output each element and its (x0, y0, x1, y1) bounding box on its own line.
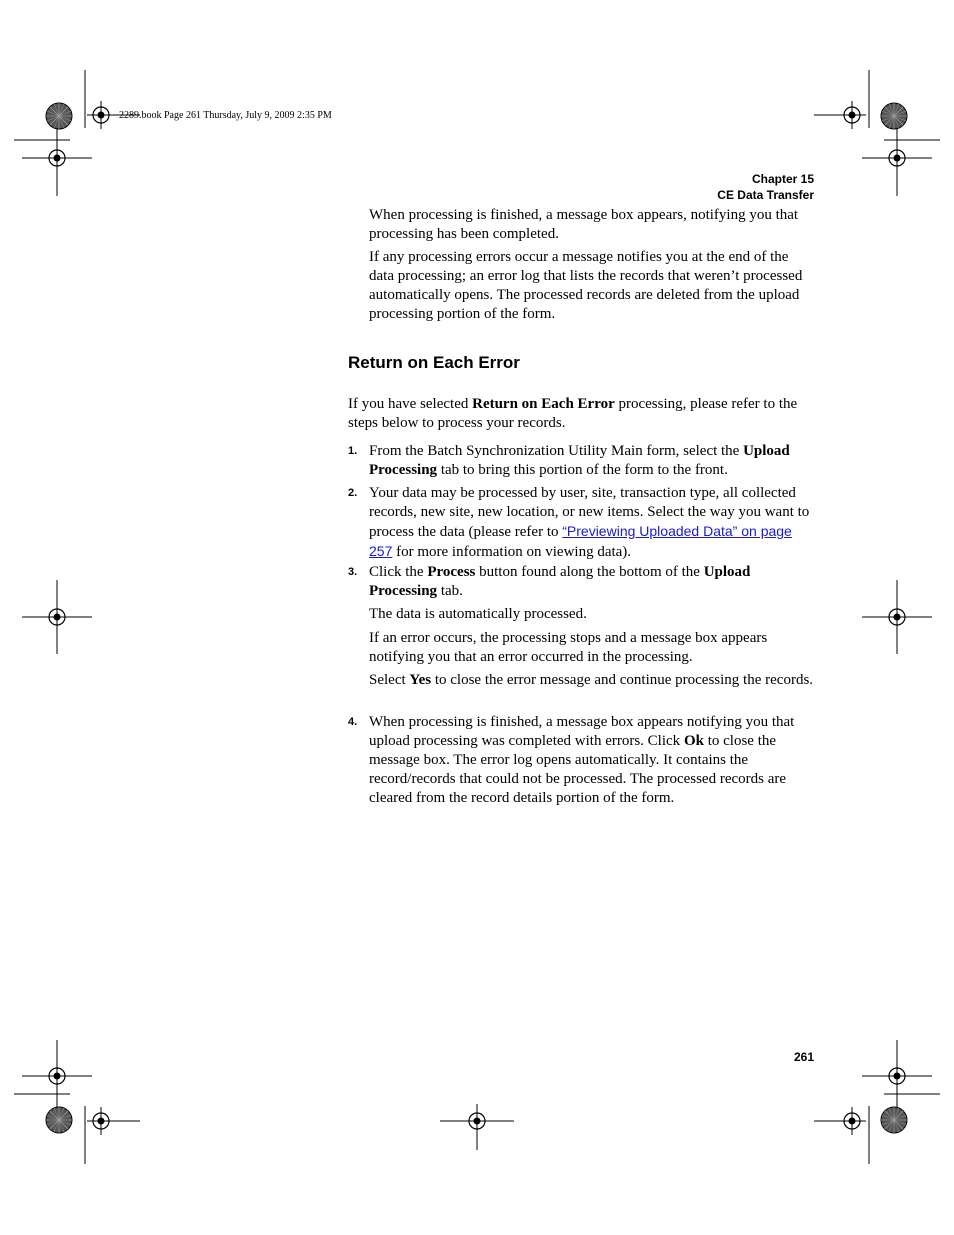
paragraph: If any processing errors occur a message notifies you at the end of the data processing; an error log that lists the records that weren’t processed automatically opens. The processed records are deleted from the upload processing portion of the form. (369, 249, 803, 322)
running-head-chapter: Chapter 15 (751, 172, 814, 186)
registration-mark-icon (87, 101, 115, 129)
intro-paragraph: If you have selected Return on Each Error processing, please refer to the steps below to process your records. (348, 396, 798, 431)
registration-mark-icon (883, 144, 911, 172)
registration-mark-icon (43, 1062, 71, 1090)
page-number: 261 (793, 1050, 814, 1064)
registration-mark-icon (838, 101, 866, 129)
registration-mark-icon (463, 1107, 491, 1135)
print-slug: 2289.book Page 261 Thursday, July 9, 2009 2:35 PM (119, 110, 332, 121)
step-number: 4. (348, 716, 358, 728)
registration-mark-icon (43, 603, 71, 631)
section-heading: Return on Each Error (348, 353, 520, 372)
registration-mark-icon (883, 1062, 911, 1090)
step-subparagraph: Select Yes to close the error message and continue processing the records. (369, 672, 814, 688)
step-text: When processing is finished, a message box appears notifying you that upload processing was completed with errors. Click Ok to close the message box. The error log opens automatically. It contains the record/records that could not be processed. The processed records are cleared from the record details portion of the form. (369, 714, 795, 806)
paragraph: When processing is finished, a message box appears, notifying you that processing has been completed. (369, 207, 799, 242)
running-head-title: CE Data Transfer (717, 188, 814, 202)
step-subparagraph: If an error occurs, the processing stops and a message box appears notifying you that an error occurred in the processing. (369, 630, 768, 665)
star-target-icon (46, 103, 72, 129)
step-text: Click the Process button found along the bottom of the Upload Processing tab. (369, 564, 751, 599)
star-target-icon (881, 103, 907, 129)
registration-mark-icon (87, 1107, 115, 1135)
step-text: Your data may be processed by user, site, transaction type, all collected records, new site, new location, or new items. Select the way you want to process the data (please refer to “Previewing Uploaded Data” on page 257 for more information on viewing data). (369, 485, 810, 560)
step-text: From the Batch Synchronization Utility Main form, select the Upload Processing tab to bring this portion of the form to the front. (369, 443, 790, 478)
registration-mark-icon (883, 603, 911, 631)
step-number: 2. (348, 487, 358, 499)
star-target-icon (881, 1107, 907, 1133)
step-number: 1. (348, 445, 358, 457)
star-target-icon (46, 1107, 72, 1133)
step-subparagraph: The data is automatically processed. (369, 606, 587, 622)
step-number: 3. (348, 566, 358, 578)
registration-mark-icon (43, 144, 71, 172)
registration-mark-icon (838, 1107, 866, 1135)
cross-reference-link[interactable]: “Previewing Uploaded Data” on page 257 (369, 523, 792, 559)
